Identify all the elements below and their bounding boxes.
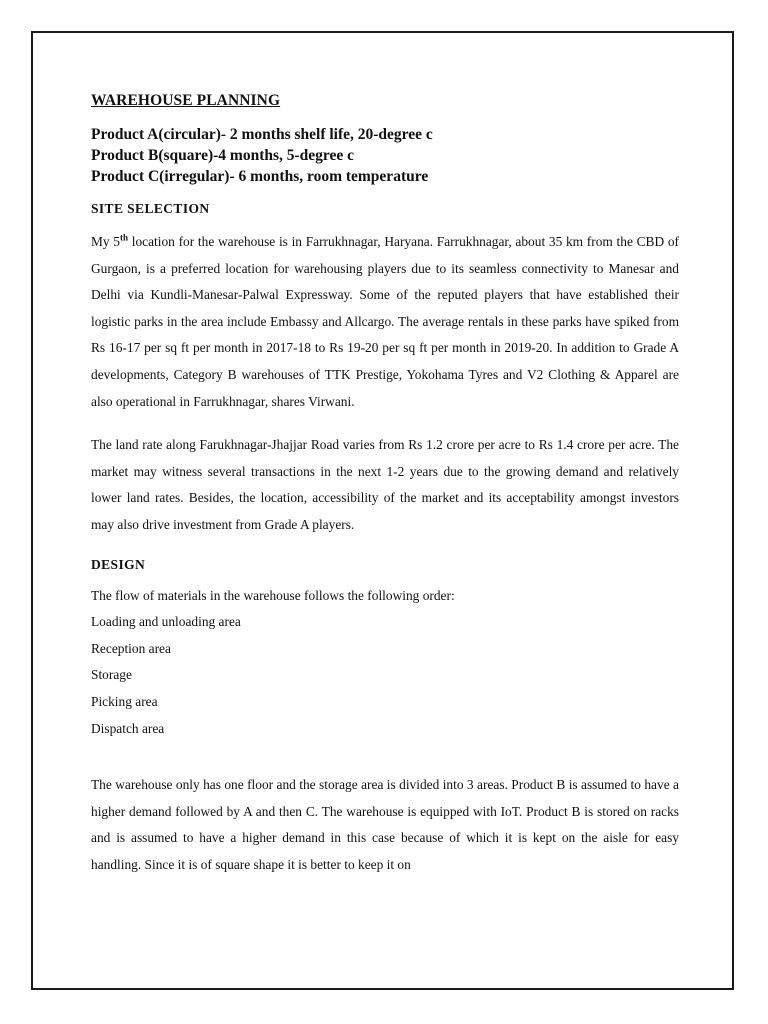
flow-intro: The flow of materials in the warehouse follows the following order: — [91, 587, 455, 603]
flow-item-picking: Picking area — [91, 693, 158, 709]
material-flow-list — [91, 583, 679, 743]
design-paragraph: The warehouse only has one floor and the storage area is divided into 3 areas. Product B is assumed to have a higher demand followed by A and then C. The warehouse is equipped with IoT. Product B is stored on racks and is assumed to have a higher demand in this case because of which it is kept on the aisle for easy handling. Since it is of square shape it is better to keep it on — [91, 777, 679, 872]
product-list — [91, 124, 679, 187]
ordinal-suffix: th — [120, 232, 129, 243]
design-heading: DESIGN — [91, 556, 146, 572]
flow-item-loading: Loading and unloading area — [91, 614, 241, 630]
site-selection-heading: SITE SELECTION — [91, 201, 210, 216]
flow-item-dispatch: Dispatch area — [91, 720, 165, 736]
product-b-line: Product B(square)-4 months, 5-degree c — [91, 147, 355, 164]
para1-lead: My 5 — [91, 234, 121, 249]
flow-item-reception: Reception area — [91, 640, 171, 656]
site-selection-paragraph-2: The land rate along Farukhnagar-Jhajjar Road varies from Rs 1.2 crore per acre to Rs 1.4 crore per acre. The market may witness several transactions in the next 1-2 years due to the growing demand and relatively lower land rates. Besides, the location, accessibility of the market and its acceptability amongst investors may also drive investment from Grade A players. — [91, 437, 679, 532]
site-selection-paragraph-1 — [91, 229, 679, 415]
flow-item-storage: Storage — [91, 667, 132, 683]
document-title: WAREHOUSE PLANNING — [91, 92, 281, 109]
product-c-line: Product C(irregular)- 6 months, room temperature — [91, 168, 429, 185]
product-a-line: Product A(circular)- 2 months shelf life, 20-degree c — [91, 126, 433, 143]
document-body — [91, 92, 679, 895]
para1-body: location for the warehouse is in Farrukhnagar, Haryana. Farrukhnagar, about 35 km from the CBD of Gurgaon, is a preferred location for warehousing players due to its seamless connectivity to Manesar and Delhi via Kundli-Manesar-Palwal Expressway. Some of the reputed players that have established their logistic parks in the area include Embassy and Allcargo. The average rentals in these parks have spiked from Rs 16-17 per sq ft per month in 2017-18 to Rs 19-20 per sq ft per month in 2019-20. In addition to Grade A developments, Category B warehouses of TTK Prestige, Yokohama Tyres and V2 Clothing & Apparel are also operational in Farrukhnagar, shares Virwani. — [91, 234, 679, 409]
